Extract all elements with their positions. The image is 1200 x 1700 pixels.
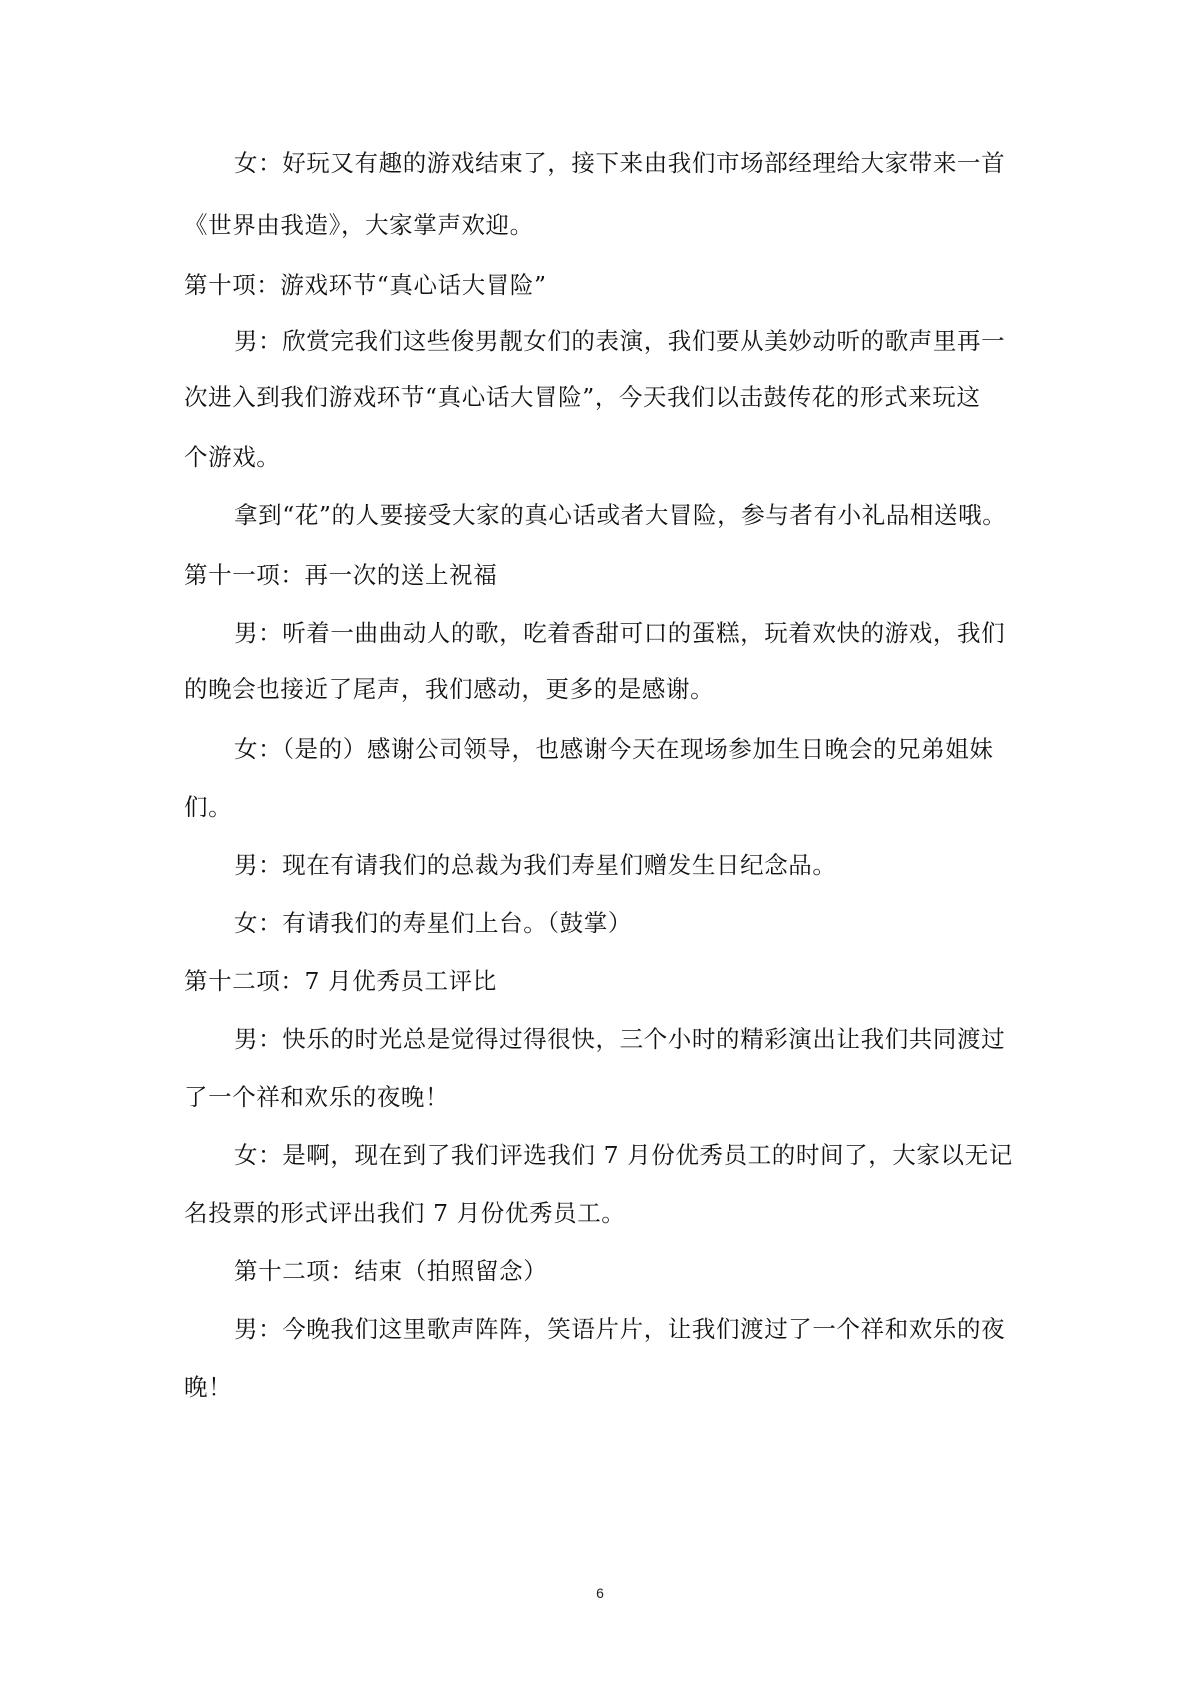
page-number: 6	[596, 1585, 604, 1601]
paragraph-line: 女：是啊，现在到了我们评选我们 7 月份优秀员工的时间了，大家以无记	[234, 1141, 1013, 1169]
paragraph-line: 的晚会也接近了尾声，我们感动，更多的是感谢。	[184, 675, 715, 703]
paragraph-line: 了一个祥和欢乐的夜晚！	[184, 1083, 450, 1111]
paragraph-line: 晚！	[184, 1373, 233, 1401]
paragraph-line: 男：快乐的时光总是觉得过得很快，三个小时的精彩演出让我们共同渡过	[234, 1025, 1006, 1053]
paragraph-line: 女：（是的）感谢公司领导，也感谢今天在现场参加生日晚会的兄弟姐妹	[234, 735, 994, 763]
paragraph-line: 男：听着一曲曲动人的歌，吃着香甜可口的蛋糕，玩着欢快的游戏，我们	[234, 619, 1006, 647]
section-heading: 第十项：游戏环节“真心话大冒险”	[184, 271, 547, 299]
section-heading: 第十二项：7 月优秀员工评比	[184, 967, 497, 995]
paragraph-line: 次进入到我们游戏环节“真心话大冒险”，今天我们以击鼓传花的形式来玩这	[184, 383, 981, 411]
paragraph-line: 男：现在有请我们的总裁为我们寿星们赠发生日纪念品。	[234, 851, 837, 879]
paragraph-line: 拿到“花”的人要接受大家的真心话或者大冒险，参与者有小礼品相送哦。	[234, 501, 1007, 529]
section-heading: 第十一项：再一次的送上祝福	[184, 561, 498, 589]
paragraph-line: 女：好玩又有趣的游戏结束了，接下来由我们市场部经理给大家带来一首	[234, 149, 1006, 177]
paragraph-line: 个游戏。	[184, 443, 281, 471]
paragraph-line: 们。	[184, 793, 233, 821]
paragraph-line: 男：今晚我们这里歌声阵阵，笑语片片，让我们渡过了一个祥和欢乐的夜	[234, 1315, 1006, 1343]
section-heading: 第十二项：结束（拍照留念）	[234, 1257, 548, 1285]
paragraph-line: 名投票的形式评出我们 7 月份优秀员工。	[184, 1199, 626, 1227]
paragraph-line: 《世界由我造》，大家掌声欢迎。	[184, 211, 534, 239]
paragraph-line: 女：有请我们的寿星们上台。（鼓掌）	[234, 909, 632, 937]
paragraph-line: 男：欣赏完我们这些俊男靓女们的表演，我们要从美妙动听的歌声里再一	[234, 327, 1006, 355]
